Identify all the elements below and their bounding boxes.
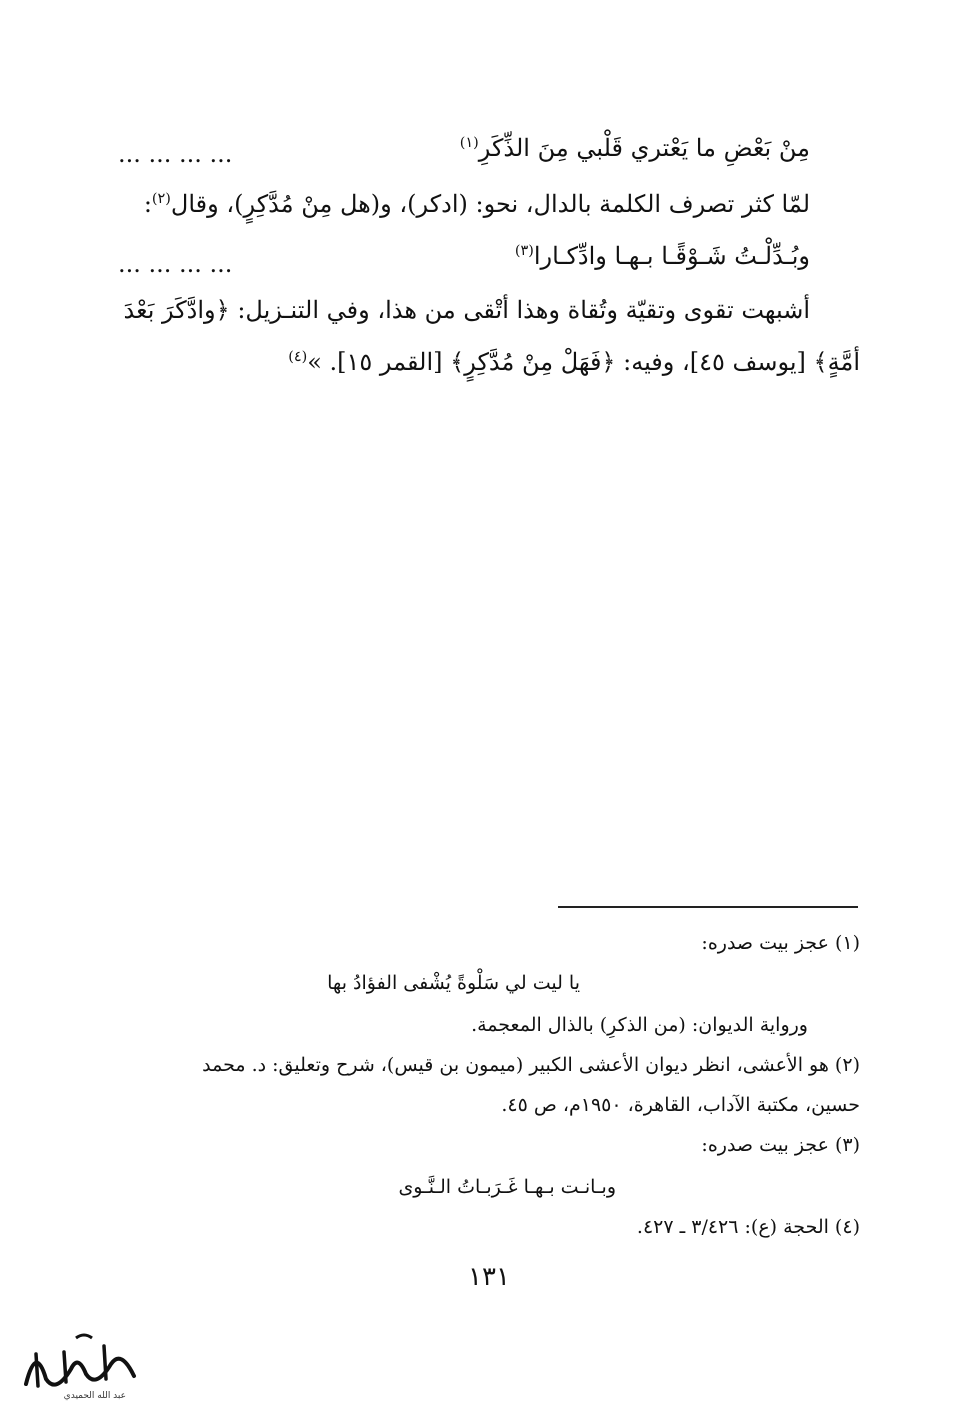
footnote-1-label: (١) عجز بيت صدره:	[701, 932, 860, 954]
ellipsis: ... ... ... ...	[118, 140, 233, 168]
page-number: ١٣١	[468, 1262, 510, 1292]
logo-subtext: عبد الله الحميدي	[63, 1391, 126, 1401]
footnote-ref-1: (١)	[459, 135, 479, 151]
verse-line-1	[460, 136, 810, 160]
paragraph-text: لمّا كثر تصرف الكلمة بالدال، نحو: (ادكر)، و(هل مِنْ مُدَّكِرٍ)، وقال	[170, 190, 810, 218]
logo-mark	[16, 1324, 146, 1404]
paragraph-text: أشبهت تقوى وتقيّة وتُقاة وهذا أتْقى من هذا، وفي التنـزيل: ﴿وادَّكَرَ بَعْدَ	[123, 296, 810, 324]
footnote-separator	[558, 906, 858, 908]
footnote-2-line-1: (٢) هو الأعشى، انظر ديوان الأعشى الكبير (ميمون بن قيس)، شرح وتعليق: د. محمد	[202, 1054, 860, 1076]
footnote-1-verse: يا ليت لي سَلْوةً يُشْفى الفؤادُ بها	[327, 972, 580, 994]
footnote-4: (٤) الحجة (ع): ٣/٤٢٦ ـ ٤٢٧.	[636, 1216, 860, 1238]
paragraph-line	[144, 192, 810, 216]
paragraph-text: أمَّةٍ﴾ [يوسف ٤٥]، وفيه: ﴿فَهَلْ مِنْ مُدَّكِرٍ﴾ [القمر ١٥]. »	[307, 348, 860, 376]
verse-dots-2	[118, 252, 232, 276]
verse-hemistich: مِنْ بَعْضِ ما يَعْتري قَلْبي مِنَ الذِّكَرِ	[478, 134, 810, 162]
verse-dots-1	[118, 142, 232, 166]
footnote-ref-4: (٤)	[288, 349, 308, 365]
footnote-1-note: ورواية الديوان: (من الذكرِ) بالذال المعجمة.	[471, 1014, 808, 1036]
paragraph-line	[288, 350, 860, 374]
footnote-ref-3: (٣)	[514, 243, 534, 259]
verse-line-2	[515, 244, 810, 268]
footnote-3-verse: وبـانـت بـهـا غَـرَبـاتُ الـنَّـوى	[398, 1176, 616, 1198]
verse-hemistich: وبُـدِّلْـتُ شَـوْقًـا بـهـا وادِّكـارا	[533, 242, 810, 270]
footnote-3-label: (٣) عجز بيت صدره:	[701, 1134, 860, 1156]
calligraphy-logo	[16, 1324, 146, 1404]
colon: :	[143, 190, 152, 218]
footnote-2-line-2: حسين، مكتبة الآداب، القاهرة، ١٩٥٠م، ص ٤٥.	[501, 1094, 860, 1116]
paragraph-line	[124, 298, 810, 322]
ellipsis: ... ... ... ...	[118, 250, 233, 278]
footnote-ref-2: (٢)	[151, 191, 171, 207]
